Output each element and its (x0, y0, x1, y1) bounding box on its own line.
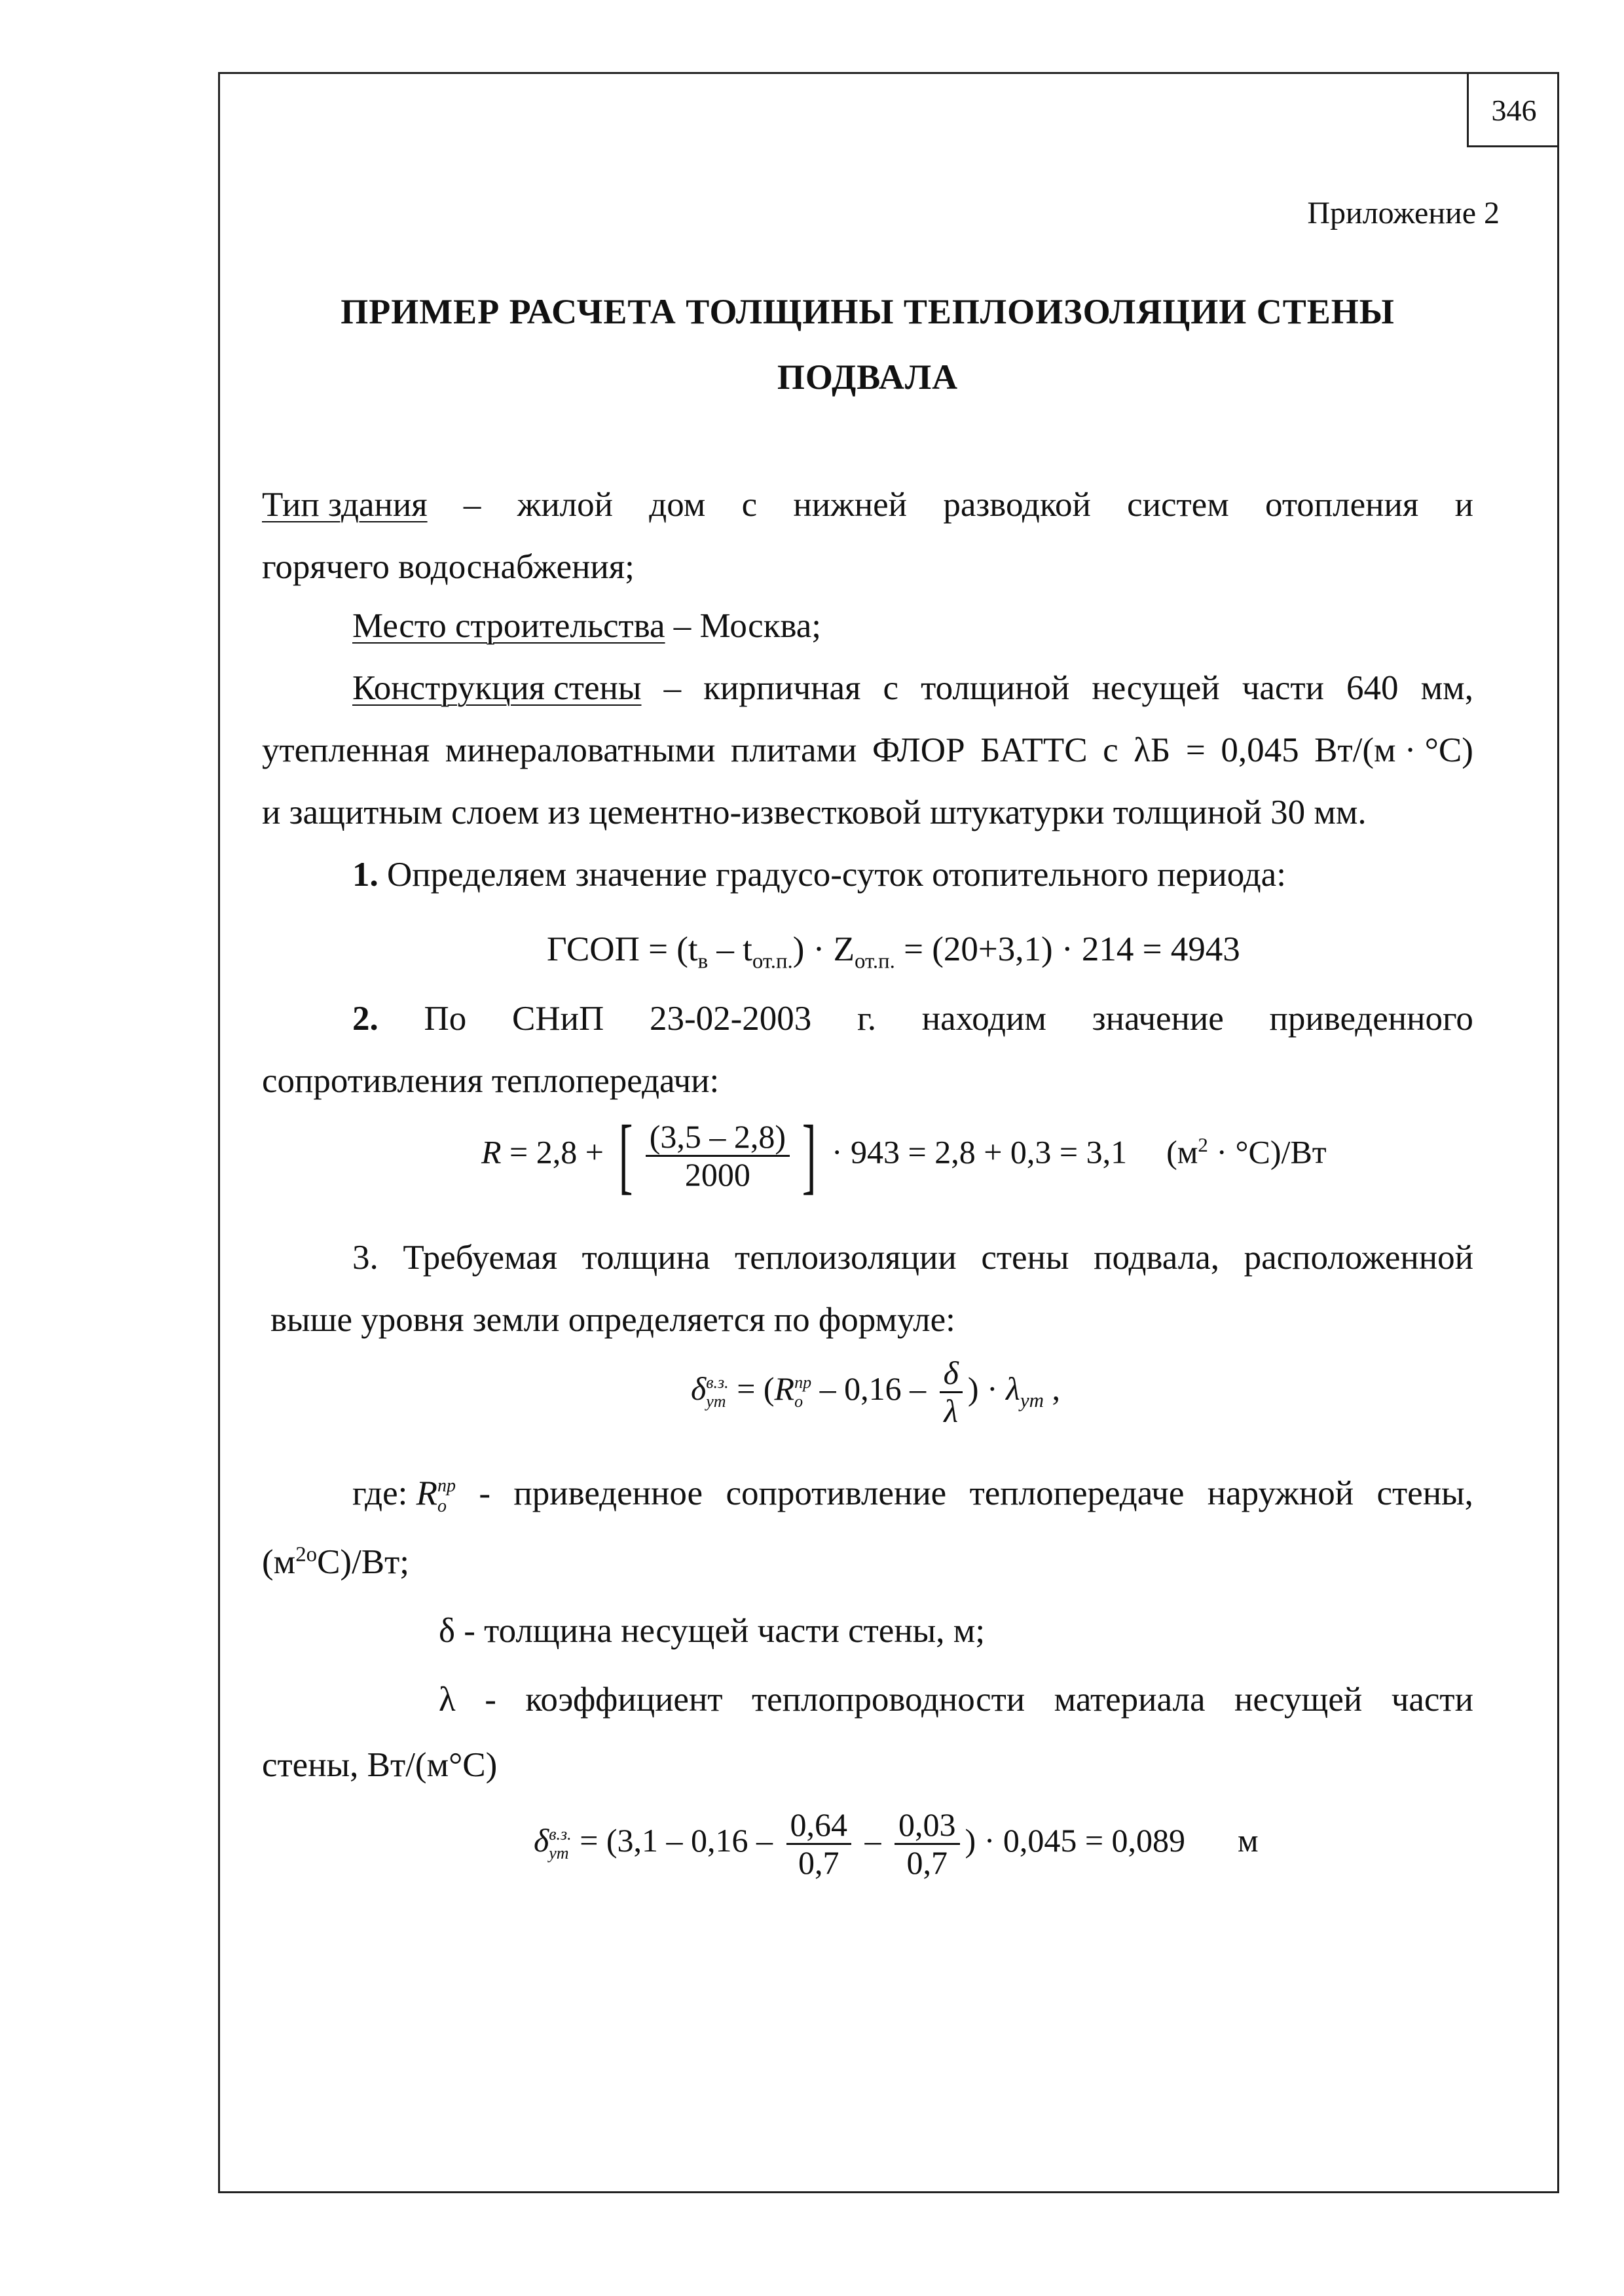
step2-line-2: сопротивления теплопередачи: (262, 1062, 720, 1100)
location-label: Место строительства (352, 607, 665, 645)
step3-line-2: выше уровня земли определяется по формуле: (270, 1301, 955, 1339)
lambda-definition-line-1: λ - коэффициент теплопроводности материала несущей части (439, 1681, 1473, 1719)
fraction-1: $\frac{0,64}{0,7}$ (786, 1807, 852, 1881)
building-type-line-2: горячего водоснабжения; (262, 548, 635, 586)
delta-definition: δ - толщина несущей части стены, м; (439, 1612, 986, 1650)
formula-r: R = 2,8 + [ $\frac{(3,5 - 2,8)}{2000}$ ] · 943 = 2,8 + 0,3 = 3,1 $(м^2 \cdot ^\circ С)/Вт$ (481, 1108, 1327, 1203)
step2-number: 2. (352, 1000, 378, 1038)
title-line-2: ПОДВАЛА (777, 357, 959, 397)
construction-line-2: утепленная минераловатными плитами ФЛОР БАТТС с λБ = 0,045 Вт/(м · °С) (262, 731, 1473, 769)
construction-line-3: и защитным слоем из цементно-известковой штукатурки толщиной 30 мм. (262, 793, 1367, 831)
title-line-1: ПРИМЕР РАСЧЕТА ТОЛЩИНЫ ТЕПЛОИЗОЛЯЦИИ СТЕНЫ (341, 292, 1395, 331)
left-bracket: [ (619, 1108, 633, 1203)
step2-line-1: 2. По СНиП 23-02-2003 г. находим значение приведенного (352, 998, 1473, 1040)
construction-line-1: Конструкция стены – кирпичная с толщиной несущей части 640 мм, (352, 668, 1473, 710)
location-value: – Москва; (665, 607, 822, 645)
formula-result: δ в.з. ут = (3,1 – 0,16 – $\frac{0,64}{0,7}$ – $\frac{0,03}{0,7}$ ) · 0,045 = 0,089 м (534, 1806, 1259, 1881)
where-line-1: где: R пр о - приведенное сопротивление теплопередаче наружной стены, (352, 1474, 1473, 1516)
formula-delta: δ в.з. ут = (R пр о – 0,16 – $\frac{\delta}{\lambda}$ ) · $\lambda_{ут}$ , (691, 1355, 1060, 1429)
appendix-label: Приложение 2 (1307, 196, 1500, 230)
page-number: 346 (1467, 74, 1559, 147)
fraction-2: $\frac{0,03}{0,7}$ (895, 1807, 960, 1881)
where-line-2: $(м^{2о}С)/Вт$; (262, 1542, 410, 1581)
step1-number: 1. (352, 856, 378, 894)
fraction: $\frac{\delta}{\lambda}$ (940, 1355, 963, 1429)
building-type-label: Тип здания (262, 486, 428, 524)
right-bracket: ] (802, 1108, 817, 1203)
step1-line: 1. Определяем значение градусо-суток отопительного периода: (352, 856, 1286, 894)
lambda-definition-line-2: стены, Вт/(м°С) (262, 1746, 498, 1784)
formula-gsop: ГСОП = $(t_в - t_{от.п.}) \cdot Z_{от.п.} = (20+3,1) \cdot 214 = 4943$ (547, 930, 1240, 974)
construction-label: Конструкция стены (352, 669, 642, 707)
fraction: $\frac{(3,5 - 2,8)}{2000}$ (646, 1119, 790, 1193)
location-line (352, 606, 821, 647)
building-type-line-1: Тип здания – жилой дом с нижней разводкой систем отопления и (262, 484, 1473, 526)
step3-line-1: 3. Требуемая толщина теплоизоляции стены подвала, расположенной (352, 1239, 1473, 1277)
